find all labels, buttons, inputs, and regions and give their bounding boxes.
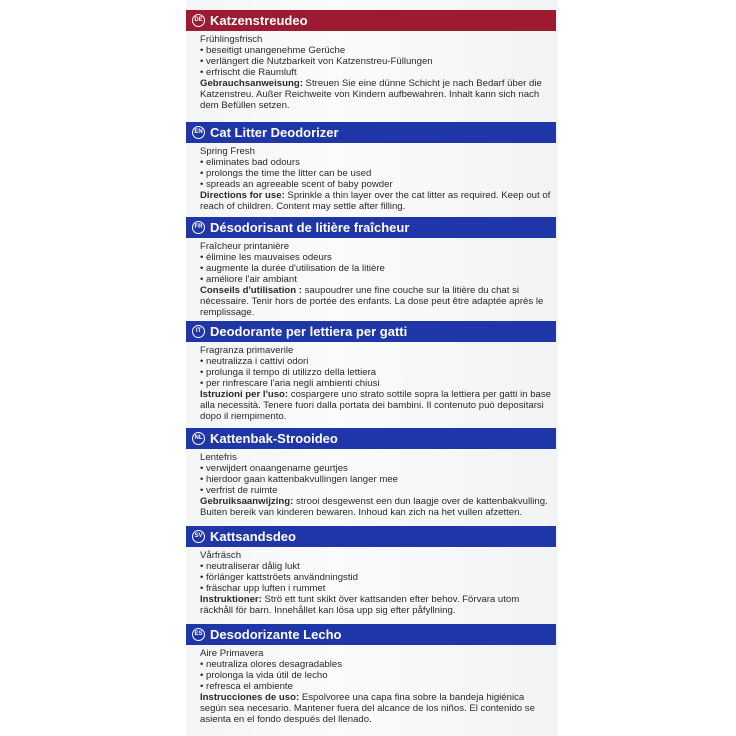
section-body: [186, 449, 556, 518]
benefit-item: • verfrist de ruimte: [200, 485, 552, 496]
benefit-list: [200, 463, 552, 496]
section-title: Desodorizante Lecho: [210, 627, 342, 642]
benefit-item: • förlänger kattströets användningstid: [200, 572, 552, 583]
section-body: [186, 342, 556, 422]
benefit-item: • verlängert die Nutzbarkeit von Katzenstreu-Füllungen: [200, 56, 552, 67]
benefit-item: • prolonga la vida útil de lecho: [200, 670, 552, 681]
benefit-item: • erfrischt die Raumluft: [200, 67, 552, 78]
product-label: [186, 0, 558, 736]
benefit-item: • per rinfrescare l'aria negli ambienti chiusi: [200, 378, 552, 389]
directions-label: Gebruiksaanwijzing:: [200, 496, 294, 507]
section-title: Kattenbak-Strooideo: [210, 431, 338, 446]
benefit-item: • prolunga il tempo di utilizzo della lettiera: [200, 367, 552, 378]
directions-text: Sprinkle a thin layer over the cat litter as required. Keep out of reach of children. Content may settle after filling.: [200, 190, 551, 212]
language-code-badge: IT: [192, 325, 205, 338]
section-header: [186, 321, 556, 342]
benefit-item: • verwijdert onaangename geurtjes: [200, 463, 552, 474]
benefit-item: • eliminates bad odours: [200, 157, 552, 168]
benefit-item: • neutraliserar dålig lukt: [200, 561, 552, 572]
benefit-list: [200, 659, 552, 692]
directions: [200, 78, 552, 111]
section-it: [186, 321, 556, 422]
section-body: [186, 547, 556, 616]
benefit-item: • spreads an agreeable scent of baby powder: [200, 179, 552, 190]
directions-label: Instruktioner:: [200, 594, 262, 605]
section-header: [186, 428, 556, 449]
directions-text: strooi desgewenst een dun laagje over de kattenbakvulling. Buiten bereik van kinderen bewaren. Inhoud kan zich na het vullen afzetten.: [200, 496, 548, 518]
section-body: [186, 645, 556, 725]
section-body: [186, 238, 556, 318]
benefit-list: [200, 157, 552, 190]
directions-text: Streuen Sie eine dünne Schicht je nach Bedarf über die Katzenstreu. Außer Reichweite von Kindern aufbewahren. Inhalt kann sich nach dem Befüllen setzen.: [200, 78, 542, 111]
benefit-item: • améliore l'air ambiant: [200, 274, 552, 285]
directions-text: Espolvoree una capa fina sobre la bandeja higiénica según sea necesario. Mantener fuera del alcance de los niños. El contenido se asienta en el fondo después del llenado.: [200, 692, 535, 725]
section-title: Cat Litter Deodorizer: [210, 125, 339, 140]
section-title: Kattsandsdeo: [210, 529, 296, 544]
section-fr: [186, 217, 556, 318]
directions-text: saupoudrer une fine couche sur la litière du chat si nécessaire. Tenir hors de portée des enfants. La dose peut être adaptée après le remplissage.: [200, 285, 544, 318]
section-title: Katzenstreudeo: [210, 13, 308, 28]
benefit-item: • fräschar upp luften i rummet: [200, 583, 552, 594]
section-en: [186, 122, 556, 212]
directions-label: Instrucciones de uso:: [200, 692, 300, 703]
section-nl: [186, 428, 556, 518]
directions-label: Directions for use:: [200, 190, 285, 201]
directions: [200, 594, 552, 616]
section-header: [186, 217, 556, 238]
section-title: Deodorante per lettiera per gatti: [210, 324, 408, 339]
section-es: [186, 624, 556, 725]
benefit-item: • beseitigt unangenehme Gerüche: [200, 45, 552, 56]
language-code-badge: NL: [192, 432, 205, 445]
benefit-list: [200, 356, 552, 389]
section-subtitle: Fragranza primaverile: [200, 345, 294, 356]
section-sv: [186, 526, 556, 616]
benefit-list: [200, 45, 552, 78]
benefit-item: • neutraliza olores desagradables: [200, 659, 552, 670]
section-header: [186, 526, 556, 547]
benefit-item: • hierdoor gaan kattenbakvullingen langer mee: [200, 474, 552, 485]
directions: [200, 496, 552, 518]
section-subtitle: Vårfräsch: [200, 550, 242, 561]
section-subtitle: Lentefris: [200, 452, 237, 463]
language-code-badge: DE: [192, 14, 205, 27]
benefit-list: [200, 252, 552, 285]
benefit-item: • augmente la durée d'utilisation de la litière: [200, 263, 552, 274]
language-code-badge: ES: [192, 628, 205, 641]
directions-text: cospargere uno strato sottile sopra la lettiera per gatti in base alla necessità. Tenere fuori dalla portata dei bambini. Il contenuto può depositarsi dopo il riempimento.: [200, 389, 552, 422]
directions: [200, 692, 552, 725]
section-header: [186, 624, 556, 645]
section-title: Désodorisant de litière fraîcheur: [210, 220, 410, 235]
section-subtitle: Spring Fresh: [200, 146, 255, 157]
benefit-item: • prolongs the time the litter can be used: [200, 168, 552, 179]
directions-label: Istruzioni per l'uso:: [200, 389, 289, 400]
benefit-item: • élimine les mauvaises odeurs: [200, 252, 552, 263]
section-subtitle: Fraîcheur printanière: [200, 241, 290, 252]
directions: [200, 389, 552, 422]
directions-label: Conseils d'utilisation :: [200, 285, 302, 296]
language-code-badge: FR: [192, 221, 205, 234]
section-header: [186, 10, 556, 31]
section-body: [186, 143, 556, 212]
section-body: [186, 31, 556, 111]
directions: [200, 190, 552, 212]
section-subtitle: Aire Primavera: [200, 648, 264, 659]
section-subtitle: Frühlingsfrisch: [200, 34, 263, 45]
directions-label: Gebrauchsanweisung:: [200, 78, 303, 89]
directions-text: Strö ett tunt skikt över kattsanden efter behov. Förvara utom räckhåll för barn. Innehållet kan lösa upp sig efter påfyllning.: [200, 594, 520, 616]
section-header: [186, 122, 556, 143]
benefit-list: [200, 561, 552, 594]
benefit-item: • neutralizza i cattivi odori: [200, 356, 552, 367]
language-code-badge: EN: [192, 126, 205, 139]
benefit-item: • refresca el ambiente: [200, 681, 552, 692]
language-code-badge: SV: [192, 530, 205, 543]
section-de: [186, 10, 556, 111]
directions: [200, 285, 552, 318]
